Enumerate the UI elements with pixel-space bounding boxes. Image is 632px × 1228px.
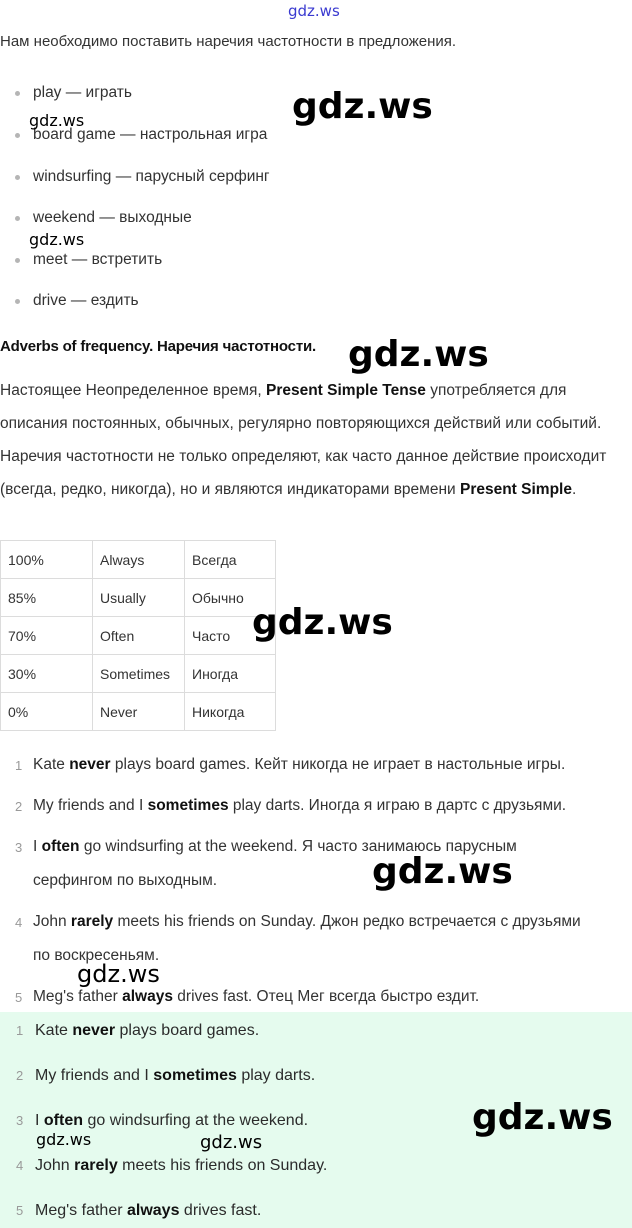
answer-part: My friends and I — [35, 1067, 154, 1084]
section-title: Adverbs of frequency. Наречия частотности. — [0, 338, 316, 355]
adverb: rarely — [70, 913, 114, 930]
answer-part: play darts. — [236, 1067, 316, 1084]
table-cell: Never — [93, 693, 185, 731]
bullet-icon — [15, 299, 20, 304]
answer-part: Kate — [33, 756, 70, 773]
answer-text — [33, 789, 623, 823]
watermark: gdz.ws — [252, 602, 393, 643]
answer-part: plays board games. — [115, 1022, 260, 1039]
bullet-icon — [15, 258, 20, 263]
item-number: 3 — [15, 840, 23, 855]
table-cell: 85% — [1, 579, 93, 617]
answer-part: Meg's father — [33, 988, 123, 1005]
table-row — [1, 617, 276, 655]
adverb: always — [126, 1202, 180, 1219]
table-cell: Often — [93, 617, 185, 655]
paragraph-text: Настоящее Неопределенное время, — [0, 382, 266, 399]
table-cell: 70% — [1, 617, 93, 655]
answer-text — [35, 1196, 261, 1226]
vocab-text: drive — ездить — [33, 292, 139, 309]
vocab-text: windsurfing — парусный серфинг — [33, 168, 270, 185]
table-cell: 30% — [1, 655, 93, 693]
watermark: gdz.ws — [288, 2, 340, 20]
item-number: 4 — [15, 915, 23, 930]
grammar-paragraph — [0, 374, 620, 506]
table-cell: Sometimes — [93, 655, 185, 693]
answer-text — [33, 748, 623, 782]
item-number: 1 — [15, 758, 23, 773]
intro-text: Нам необходимо поставить наречия частотности в предложения. — [0, 33, 457, 50]
paragraph-text: . — [571, 481, 577, 498]
answer-part: go windsurfing at the weekend. — [83, 1112, 309, 1129]
answer-part: Meg's father — [35, 1202, 127, 1219]
table-cell: Обычно — [185, 579, 276, 617]
list-item — [0, 203, 192, 233]
bullet-icon — [15, 216, 20, 221]
answer-part: Kate — [35, 1022, 73, 1039]
paragraph-bold: Present Simple — [459, 481, 572, 498]
answer-part: John — [35, 1157, 75, 1174]
answer-text — [35, 1061, 315, 1091]
table-cell: Часто — [185, 617, 276, 655]
answer-text — [35, 1016, 259, 1046]
adverb: always — [122, 988, 173, 1005]
item-number: 2 — [15, 799, 23, 814]
answer-part: plays board games. Кейт никогда не играет в настольные игры. — [110, 756, 566, 773]
watermark: gdz.ws — [348, 334, 489, 375]
table-cell: Иногда — [185, 655, 276, 693]
vocab-text: weekend — выходные — [33, 209, 192, 226]
vocab-text: play — играть — [33, 84, 132, 101]
table-cell: Никогда — [185, 693, 276, 731]
list-item — [0, 78, 132, 108]
item-number: 5 — [15, 990, 23, 1005]
frequency-table — [0, 540, 276, 731]
answer-part: My friends and I — [33, 797, 148, 814]
table-cell: 0% — [1, 693, 93, 731]
table-row — [1, 541, 276, 579]
item-number: 3 — [16, 1113, 24, 1128]
bullet-icon — [15, 175, 20, 180]
answer-text — [35, 1151, 327, 1181]
table-cell: Всегда — [185, 541, 276, 579]
list-item — [0, 1196, 632, 1226]
vocab-text: board game — настрольная игра — [33, 126, 268, 143]
adverb: often — [41, 838, 80, 855]
watermark: gdz.ws — [77, 960, 160, 988]
adverb: never — [69, 756, 111, 773]
answer-part: I — [33, 838, 42, 855]
answer-part: meets his friends on Sunday. Джон редко встречается с друзьями по воскресеньям. — [33, 913, 581, 964]
adverb: never — [72, 1022, 116, 1039]
list-item — [0, 1061, 632, 1091]
table-cell: Always — [93, 541, 185, 579]
item-number: 5 — [16, 1203, 24, 1218]
bullet-icon — [15, 133, 20, 138]
watermark: gdz.ws — [36, 1130, 92, 1149]
table-cell: 100% — [1, 541, 93, 579]
watermark: gdz.ws — [29, 230, 85, 249]
table-row — [1, 693, 276, 731]
table-row — [1, 579, 276, 617]
answer-part: go windsurfing at the weekend. Я часто занимаюсь парусным серфингом по выходным. — [33, 838, 517, 889]
watermark: gdz.ws — [372, 851, 513, 892]
list-item — [0, 286, 139, 316]
adverb: rarely — [74, 1157, 118, 1174]
list-item — [0, 1016, 632, 1046]
item-number: 1 — [16, 1023, 24, 1038]
list-item — [0, 1151, 632, 1181]
answer-part: play darts. Иногда я играю в дартс с друзьями. — [228, 797, 567, 814]
adverb: often — [43, 1112, 83, 1129]
adverb: sometimes — [147, 797, 229, 814]
answer-part: drives fast. — [179, 1202, 262, 1219]
watermark: gdz.ws — [200, 1132, 263, 1153]
paragraph-bold: Present Simple Tense — [265, 382, 426, 399]
list-item — [0, 245, 162, 275]
answer-part: I — [35, 1112, 44, 1129]
answer-part: drives fast. Отец Мег всегда быстро ездит. — [172, 988, 480, 1005]
paragraph-text: употребляется для описания постоянных, обычных, регулярно повторяющихся действий или событий. Наречия частотности не только определяют, как часто данное действие происходит (всегда, редко, никогда), но и являются индикаторами времени — [0, 382, 607, 498]
bullet-icon — [15, 91, 20, 96]
table-cell: Usually — [93, 579, 185, 617]
watermark: gdz.ws — [472, 1097, 613, 1138]
watermark: gdz.ws — [29, 111, 85, 130]
vocab-text: meet — встретить — [33, 251, 163, 268]
item-number: 2 — [16, 1068, 24, 1083]
adverb: sometimes — [153, 1067, 237, 1084]
item-number: 4 — [16, 1158, 24, 1173]
list-item — [0, 162, 270, 192]
answer-part: John — [33, 913, 71, 930]
answer-part: meets his friends on Sunday. — [117, 1157, 328, 1174]
table-row — [1, 655, 276, 693]
watermark: gdz.ws — [292, 86, 433, 127]
